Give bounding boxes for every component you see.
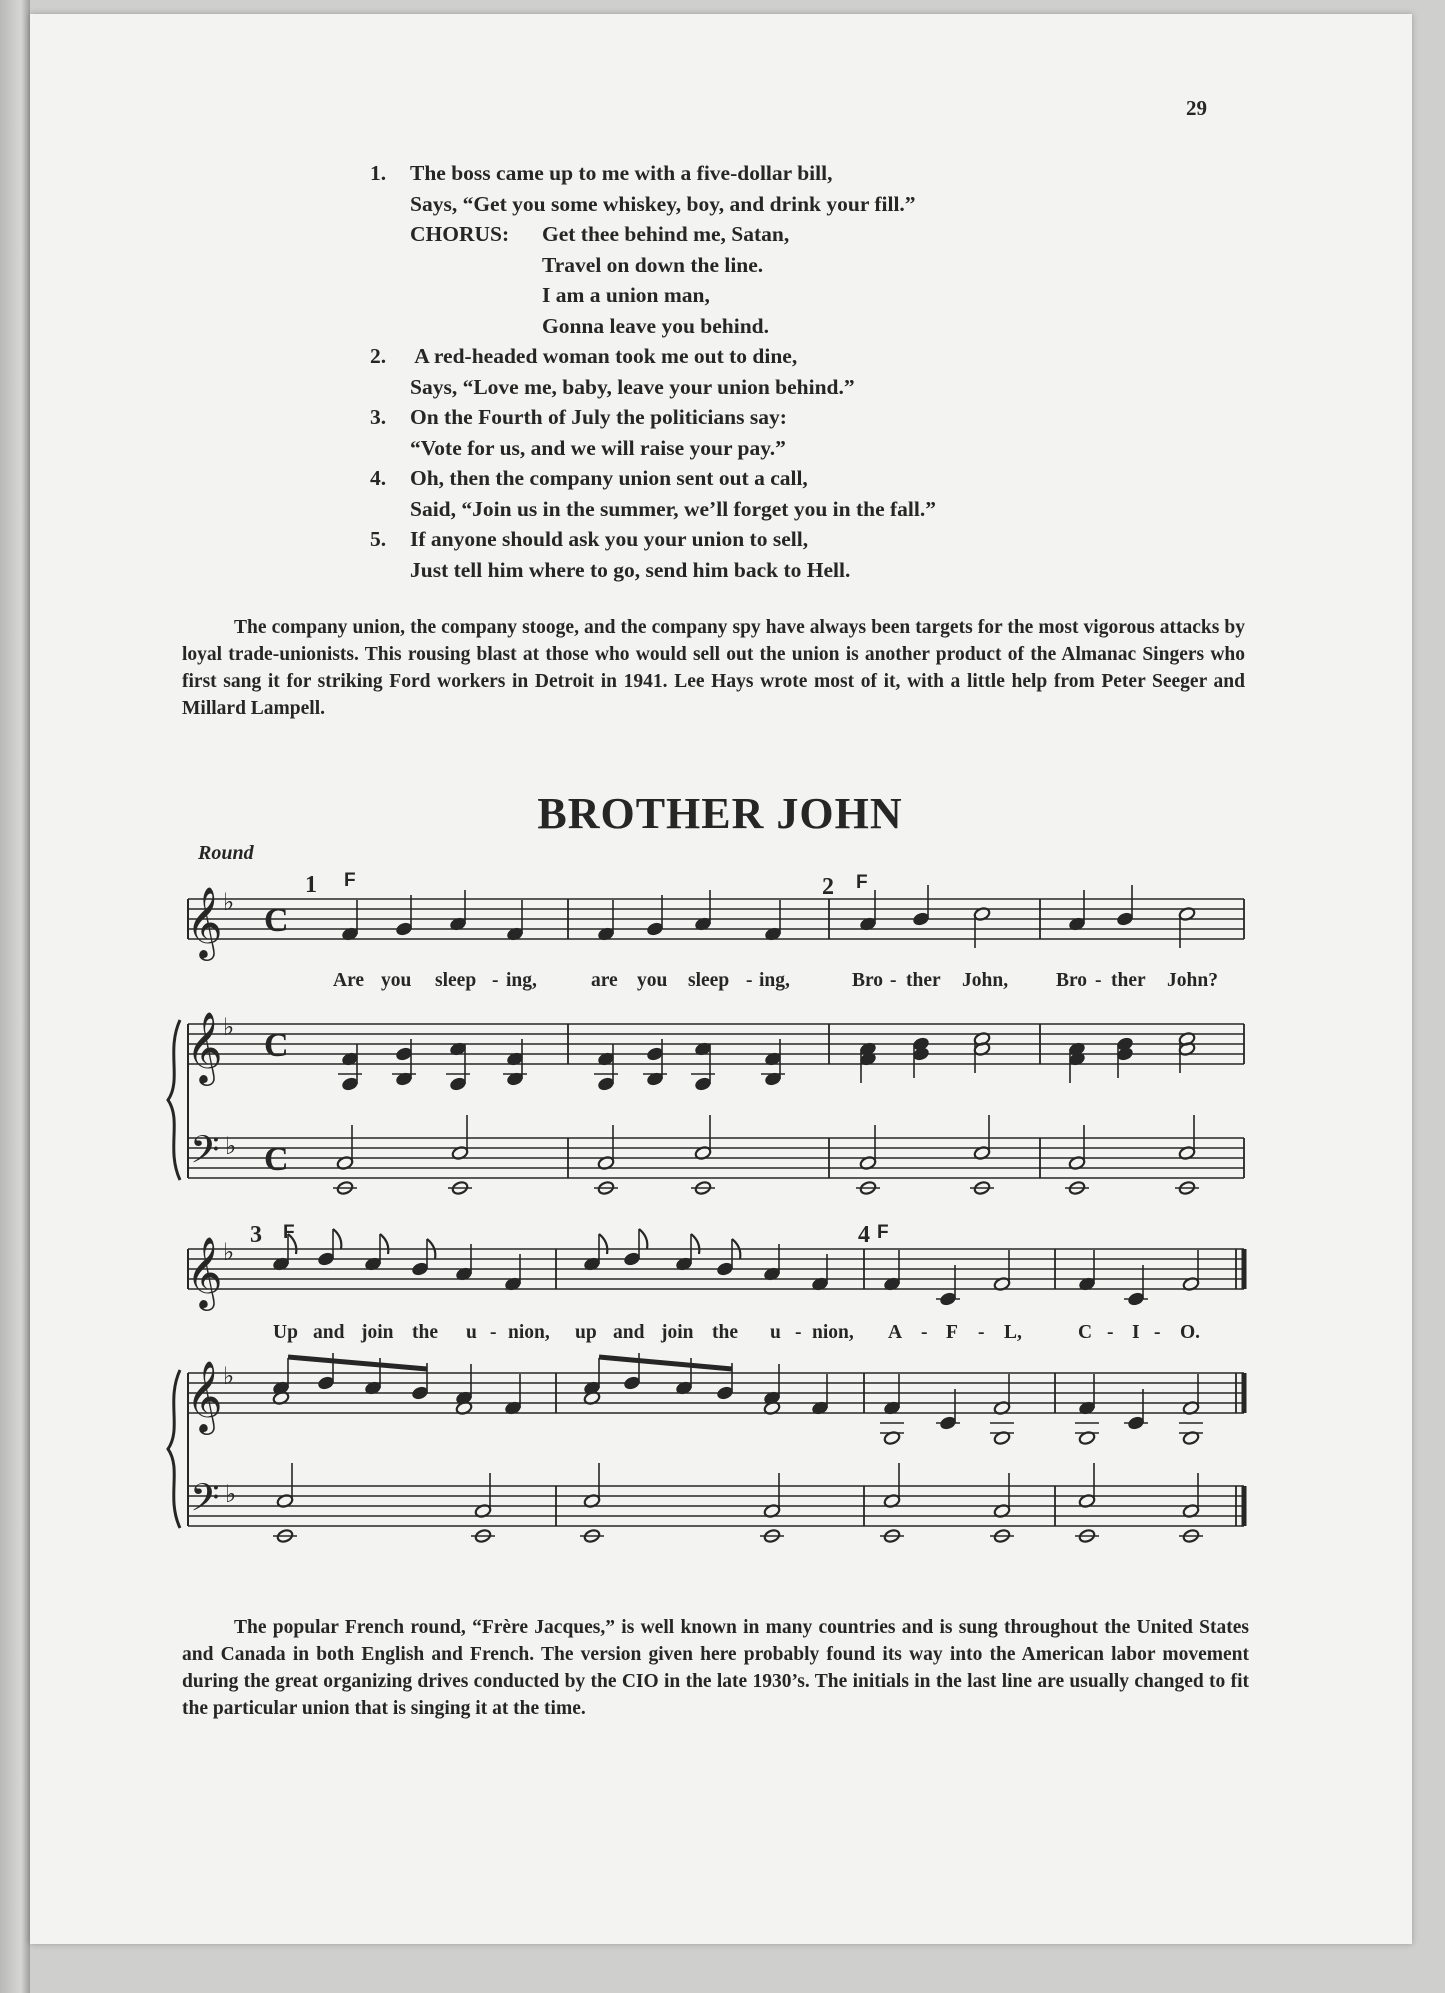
verse-number: 4.	[370, 466, 387, 490]
bass-clef: 𝄢	[190, 1127, 220, 1181]
key-signature-flat: ♭	[225, 1132, 237, 1160]
verse-number: 1.	[370, 161, 387, 185]
lyric-syllable: Bro	[852, 970, 884, 991]
lyric-syllable: -	[795, 1322, 802, 1343]
verse-line: Says, “Get you some whiskey, boy, and drink your fill.”	[410, 191, 916, 216]
verse-number: 2.	[370, 344, 387, 368]
piano-brace	[168, 1020, 180, 1180]
bass-clef: 𝄢	[190, 1475, 220, 1529]
lyric-syllable: are	[591, 970, 618, 991]
rehearsal-mark: 4	[858, 1222, 870, 1248]
note-flag	[639, 1229, 647, 1249]
treble-clef: 𝄞	[186, 1235, 223, 1308]
note-flag	[380, 1234, 388, 1254]
note-beam	[599, 1357, 732, 1369]
lyric-syllable: join	[361, 1322, 394, 1343]
lyric-syllable: F	[946, 1322, 958, 1343]
rehearsal-mark: 3	[250, 1222, 262, 1248]
treble-clef: 𝄞	[186, 1359, 223, 1432]
key-signature-flat: ♭	[225, 1480, 237, 1508]
lyric-syllable: John?	[1167, 970, 1218, 991]
verse-line: The boss came up to me with a five-dollar bill,	[410, 161, 833, 185]
song-title: BROTHER JOHN	[537, 789, 903, 838]
key-signature-flat: ♭	[223, 888, 235, 916]
lyric-syllable: ing,	[506, 970, 537, 991]
treble-clef: 𝄞	[186, 1010, 223, 1083]
lyric-syllable: -	[1095, 970, 1102, 991]
page-number: 29	[1186, 96, 1207, 120]
time-signature: C	[264, 902, 289, 939]
note-flag	[691, 1234, 699, 1254]
chorus-line: I am a union man,	[542, 283, 710, 307]
commentary-text: The popular French round, “Frère Jacques,” is well known in many countries and is sung throughout the United States and Canada in both English and French. The version given here probably found its way into the American labor movement during the great organizing drives conducted by the CIO in the late 1930’s. The initials in the last line are usually changed to fit the particular union that is singing it at the time.	[182, 1617, 1249, 1719]
lyric-syllable: -	[490, 1322, 497, 1343]
lyric-syllable: and	[613, 1322, 645, 1343]
time-signature: C	[264, 1141, 289, 1178]
verse-line: Oh, then the company union sent out a call,	[410, 466, 808, 490]
note-flag	[333, 1229, 341, 1249]
lyric-syllable: -	[890, 970, 897, 991]
lyric-syllable: I	[1132, 1322, 1140, 1343]
lyric-syllable: sleep	[435, 970, 477, 991]
lyric-syllable: -	[492, 970, 499, 991]
commentary-paragraph-2	[182, 1614, 1249, 1722]
commentary-text: The company union, the company stooge, and the company spy have always been targets for the most vigorous attacks by loyal trade-unionists. This rousing blast at those who would sell out the union is another product of the Almanac Singers who first sang it for striking Ford workers in Detroit in 1941. Lee Hays wrote most of it, with a little help from Peter Seeger and Millard Lampell.	[182, 617, 1245, 719]
lyric-syllable: you	[381, 970, 412, 991]
lyric-syllable: you	[637, 970, 668, 991]
lyric-syllable: Are	[333, 970, 365, 991]
lyric-syllable: u	[770, 1322, 781, 1343]
note-flag	[599, 1234, 607, 1254]
lyric-syllable: A	[888, 1322, 903, 1343]
lyric-syllable: -	[1107, 1322, 1114, 1343]
lyric-syllable: u	[466, 1322, 477, 1343]
lyric-syllable: ther	[906, 970, 941, 991]
chord-symbol: F	[344, 870, 356, 891]
lyric-syllable: the	[712, 1322, 738, 1343]
lyric-syllable: up	[575, 1322, 597, 1343]
treble-clef: 𝄞	[186, 885, 223, 958]
chorus-label: CHORUS:	[410, 222, 510, 246]
key-signature-flat: ♭	[223, 1362, 235, 1390]
chord-symbol: F	[856, 872, 868, 893]
lyric-syllable: Up	[273, 1322, 298, 1343]
time-signature: C	[264, 1027, 289, 1064]
verse-line: Says, “Love me, baby, leave your union behind.”	[410, 374, 855, 399]
lyric-syllable: the	[412, 1322, 438, 1343]
lyric-syllable: John,	[962, 970, 1009, 991]
chorus-line: Gonna leave you behind.	[542, 313, 769, 338]
lyric-syllable: sleep	[688, 970, 730, 991]
chord-symbol: F	[877, 1222, 889, 1243]
verse-line: Just tell him where to go, send him back to Hell.	[410, 557, 851, 582]
verse-line: On the Fourth of July the politicians say:	[410, 405, 787, 429]
lyric-syllable: -	[978, 1322, 985, 1343]
lyric-syllable: L,	[1004, 1322, 1022, 1343]
lyric-syllable: ing,	[759, 970, 790, 991]
verse-line: Said, “Join us in the summer, we’ll forget you in the fall.”	[410, 496, 936, 521]
key-signature-flat: ♭	[223, 1013, 235, 1041]
verse-number: 5.	[370, 527, 387, 551]
key-signature-flat: ♭	[223, 1238, 235, 1266]
lyric-syllable: nion,	[508, 1322, 550, 1343]
verse-line: If anyone should ask you your union to sell,	[410, 527, 809, 551]
lyric-syllable: -	[746, 970, 753, 991]
piano-brace	[168, 1370, 180, 1528]
lyric-syllable: -	[1154, 1322, 1161, 1343]
chorus-line: Get thee behind me, Satan,	[542, 222, 790, 246]
lyric-syllable: O.	[1180, 1322, 1201, 1343]
lyric-syllable: ther	[1111, 970, 1146, 991]
lyric-syllable: and	[313, 1322, 345, 1343]
lyric-syllable: nion,	[812, 1322, 854, 1343]
lyric-syllable: -	[921, 1322, 928, 1343]
rehearsal-mark: 1	[305, 872, 317, 898]
tempo-marking: Round	[198, 842, 254, 864]
chord-symbol: F	[283, 1222, 295, 1243]
verse-number: 3.	[370, 405, 387, 429]
lyric-syllable: C	[1078, 1322, 1093, 1343]
lyric-syllable: Bro	[1056, 970, 1088, 991]
note-beam	[288, 1357, 427, 1369]
lyric-syllable: join	[661, 1322, 694, 1343]
verse-line: A red-headed woman took me out to dine,	[410, 344, 798, 368]
chorus-line: Travel on down the line.	[542, 252, 764, 277]
verse-line: “Vote for us, and we will raise your pay.”	[410, 435, 786, 460]
rehearsal-mark: 2	[822, 874, 834, 900]
